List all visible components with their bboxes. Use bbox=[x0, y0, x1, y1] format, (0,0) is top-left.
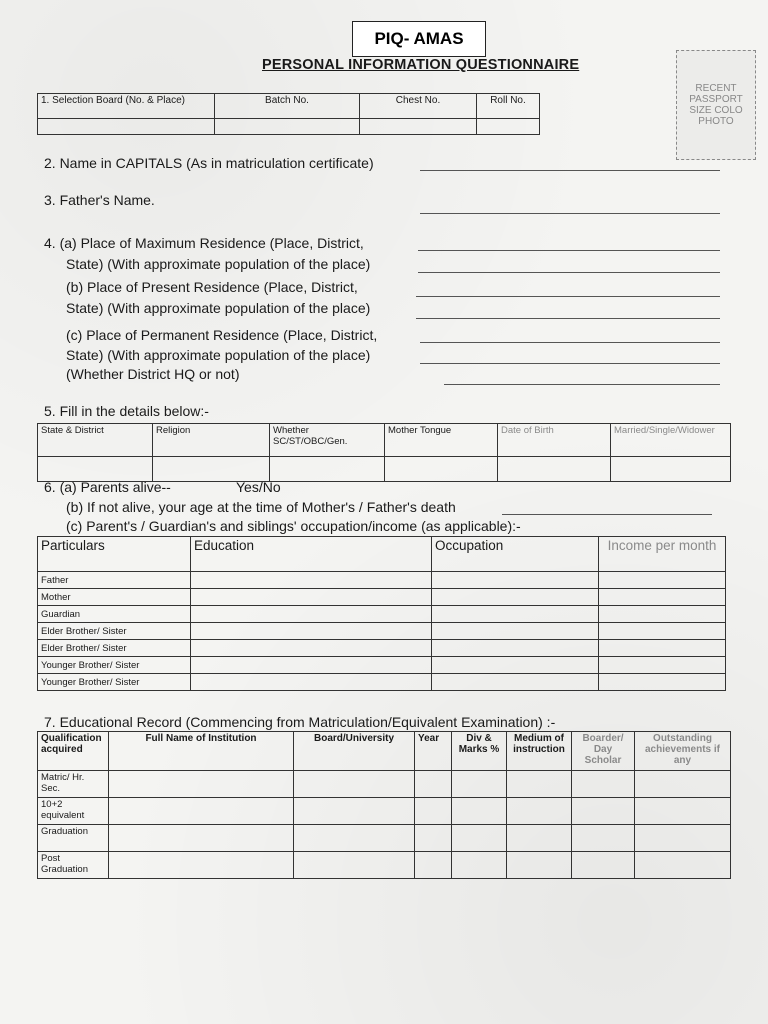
field-roll-no[interactable] bbox=[477, 119, 540, 135]
cell-graduation-board[interactable] bbox=[294, 825, 415, 852]
q4c-line1: (c) Place of Permanent Residence (Place, District, bbox=[66, 327, 378, 343]
cell-younger-sibling-2-income[interactable] bbox=[599, 674, 726, 691]
q2-answer-line[interactable] bbox=[420, 170, 720, 171]
q2-label: 2. Name in CAPITALS (As in matriculation certificate) bbox=[44, 155, 374, 171]
field-chest-no[interactable] bbox=[360, 119, 477, 135]
q4a-answer-line1[interactable] bbox=[418, 250, 720, 251]
header-roll-no: Roll No. bbox=[477, 94, 540, 119]
q4c-answer-line3[interactable] bbox=[444, 384, 720, 385]
field-mother-tongue[interactable] bbox=[385, 457, 498, 482]
cell-post-graduation-marks[interactable] bbox=[452, 852, 507, 879]
cell-post-graduation-medium[interactable] bbox=[507, 852, 572, 879]
cell-father-occupation[interactable] bbox=[432, 572, 599, 589]
cell-guardian-education[interactable] bbox=[191, 606, 432, 623]
row-label-father: Father bbox=[38, 572, 191, 589]
header-year: Year bbox=[415, 732, 452, 771]
cell-plus-two-boarder[interactable] bbox=[572, 798, 635, 825]
field-category[interactable] bbox=[270, 457, 385, 482]
cell-matric-institution[interactable] bbox=[109, 771, 294, 798]
header-marital-status: Married/Single/Widower bbox=[611, 424, 731, 457]
row-label-mother: Mother bbox=[38, 589, 191, 606]
header-category: Whether SC/ST/OBC/Gen. bbox=[270, 424, 385, 457]
row-label-younger-sibling-1: Younger Brother/ Sister bbox=[38, 657, 191, 674]
cell-graduation-institution[interactable] bbox=[109, 825, 294, 852]
cell-plus-two-institution[interactable] bbox=[109, 798, 294, 825]
row-label-elder-sibling-1: Elder Brother/ Sister bbox=[38, 623, 191, 640]
row-label-plus-two: 10+2 equivalent bbox=[38, 798, 109, 825]
row-label-graduation: Graduation bbox=[38, 825, 109, 852]
cell-guardian-occupation[interactable] bbox=[432, 606, 599, 623]
header-medium: Medium of instruction bbox=[507, 732, 572, 771]
q3-answer-line[interactable] bbox=[420, 213, 720, 214]
cell-elder-sibling-2-occupation[interactable] bbox=[432, 640, 599, 657]
cell-matric-year[interactable] bbox=[415, 771, 452, 798]
header-mother-tongue: Mother Tongue bbox=[385, 424, 498, 457]
cell-elder-sibling-1-occupation[interactable] bbox=[432, 623, 599, 640]
cell-father-income[interactable] bbox=[599, 572, 726, 589]
cell-post-graduation-institution[interactable] bbox=[109, 852, 294, 879]
row-label-younger-sibling-2: Younger Brother/ Sister bbox=[38, 674, 191, 691]
cell-plus-two-year[interactable] bbox=[415, 798, 452, 825]
cell-matric-marks[interactable] bbox=[452, 771, 507, 798]
header-state-district: State & District bbox=[38, 424, 153, 457]
q4b-answer-line1[interactable] bbox=[416, 296, 720, 297]
header-chest-no: Chest No. bbox=[360, 94, 477, 119]
header-batch-no: Batch No. bbox=[215, 94, 360, 119]
cell-mother-income[interactable] bbox=[599, 589, 726, 606]
q6b-label: (b) If not alive, your age at the time of Mother's / Father's death bbox=[66, 499, 456, 515]
cell-matric-medium[interactable] bbox=[507, 771, 572, 798]
header-qualification: Qualification acquired bbox=[38, 732, 109, 771]
q3-label: 3. Father's Name. bbox=[44, 192, 155, 208]
header-institution: Full Name of Institution bbox=[109, 732, 294, 771]
cell-graduation-medium[interactable] bbox=[507, 825, 572, 852]
field-date-of-birth[interactable] bbox=[498, 457, 611, 482]
cell-guardian-income[interactable] bbox=[599, 606, 726, 623]
cell-elder-sibling-1-income[interactable] bbox=[599, 623, 726, 640]
header-occupation: Occupation bbox=[432, 537, 599, 572]
q6c-label: (c) Parent's / Guardian's and siblings' occupation/income (as applicable):- bbox=[66, 518, 521, 534]
q4b-answer-line2[interactable] bbox=[416, 318, 720, 319]
personal-details-table bbox=[37, 423, 731, 482]
header-religion: Religion bbox=[153, 424, 270, 457]
header-achievements: Outstanding achievements if any bbox=[635, 732, 731, 771]
cell-graduation-year[interactable] bbox=[415, 825, 452, 852]
cell-younger-sibling-1-occupation[interactable] bbox=[432, 657, 599, 674]
q4a-line1: 4. (a) Place of Maximum Residence (Place, District, bbox=[44, 235, 364, 251]
cell-matric-board[interactable] bbox=[294, 771, 415, 798]
header-date-of-birth: Date of Birth bbox=[498, 424, 611, 457]
cell-post-graduation-boarder[interactable] bbox=[572, 852, 635, 879]
q6a-label: 6. (a) Parents alive-- bbox=[44, 479, 171, 495]
cell-post-graduation-board[interactable] bbox=[294, 852, 415, 879]
cell-younger-sibling-1-income[interactable] bbox=[599, 657, 726, 674]
q4a-line2: State) (With approximate population of the place) bbox=[66, 256, 371, 272]
q4b-line1: (b) Place of Present Residence (Place, District, bbox=[66, 279, 358, 295]
cell-plus-two-achievements[interactable] bbox=[635, 798, 731, 825]
field-marital-status[interactable] bbox=[611, 457, 731, 482]
q6b-answer-line[interactable] bbox=[502, 514, 712, 515]
cell-graduation-achievements[interactable] bbox=[635, 825, 731, 852]
q7-label: 7. Educational Record (Commencing from Matriculation/Equivalent Examination) :- bbox=[44, 714, 556, 730]
cell-graduation-boarder[interactable] bbox=[572, 825, 635, 852]
form-code-box bbox=[352, 21, 486, 57]
cell-younger-sibling-1-education[interactable] bbox=[191, 657, 432, 674]
header-education: Education bbox=[191, 537, 432, 572]
q4a-answer-line2[interactable] bbox=[418, 272, 720, 273]
form-code: PIQ- AMAS bbox=[374, 29, 464, 48]
cell-post-graduation-year[interactable] bbox=[415, 852, 452, 879]
row-label-post-graduation: Post Graduation bbox=[38, 852, 109, 879]
cell-father-education[interactable] bbox=[191, 572, 432, 589]
cell-plus-two-marks[interactable] bbox=[452, 798, 507, 825]
form-title: PERSONAL INFORMATION QUESTIONNAIRE bbox=[262, 57, 580, 73]
cell-post-graduation-achievements[interactable] bbox=[635, 852, 731, 879]
q4b-line2: State) (With approximate population of the place) bbox=[66, 300, 371, 316]
header-div-marks: Div & Marks % bbox=[452, 732, 507, 771]
cell-elder-sibling-2-education[interactable] bbox=[191, 640, 432, 657]
educational-record-table bbox=[37, 731, 731, 879]
cell-mother-education[interactable] bbox=[191, 589, 432, 606]
q6a-value[interactable]: Yes/No bbox=[236, 479, 281, 495]
q5-label: 5. Fill in the details below:- bbox=[44, 403, 209, 419]
family-occupation-table bbox=[37, 536, 726, 691]
header-board-university: Board/University bbox=[294, 732, 415, 771]
row-label-matric: Matric/ Hr. Sec. bbox=[38, 771, 109, 798]
q4c-line3: (Whether District HQ or not) bbox=[66, 366, 240, 382]
cell-younger-sibling-2-education[interactable] bbox=[191, 674, 432, 691]
photo-placeholder bbox=[676, 50, 756, 160]
row-label-guardian: Guardian bbox=[38, 606, 191, 623]
cell-plus-two-medium[interactable] bbox=[507, 798, 572, 825]
header-particulars: Particulars bbox=[38, 537, 191, 572]
cell-elder-sibling-2-income[interactable] bbox=[599, 640, 726, 657]
header-selection-board: 1. Selection Board (No. & Place) bbox=[38, 94, 215, 119]
cell-elder-sibling-1-education[interactable] bbox=[191, 623, 432, 640]
row-label-elder-sibling-2: Elder Brother/ Sister bbox=[38, 640, 191, 657]
q4c-answer-line1[interactable] bbox=[420, 342, 720, 343]
photo-placeholder-text: RECENT PASSPORT SIZE COLO PHOTO bbox=[689, 83, 743, 127]
cell-matric-achievements[interactable] bbox=[635, 771, 731, 798]
header-boarder-day-scholar: Boarder/ Day Scholar bbox=[572, 732, 635, 771]
cell-mother-occupation[interactable] bbox=[432, 589, 599, 606]
field-batch-no[interactable] bbox=[215, 119, 360, 135]
cell-younger-sibling-2-occupation[interactable] bbox=[432, 674, 599, 691]
q4c-line2: State) (With approximate population of the place) bbox=[66, 347, 371, 363]
cell-plus-two-board[interactable] bbox=[294, 798, 415, 825]
q4c-answer-line2[interactable] bbox=[420, 363, 720, 364]
field-selection-board[interactable] bbox=[38, 119, 215, 135]
selection-board-table bbox=[37, 93, 540, 135]
header-income: Income per month bbox=[599, 537, 726, 572]
cell-graduation-marks[interactable] bbox=[452, 825, 507, 852]
cell-matric-boarder[interactable] bbox=[572, 771, 635, 798]
